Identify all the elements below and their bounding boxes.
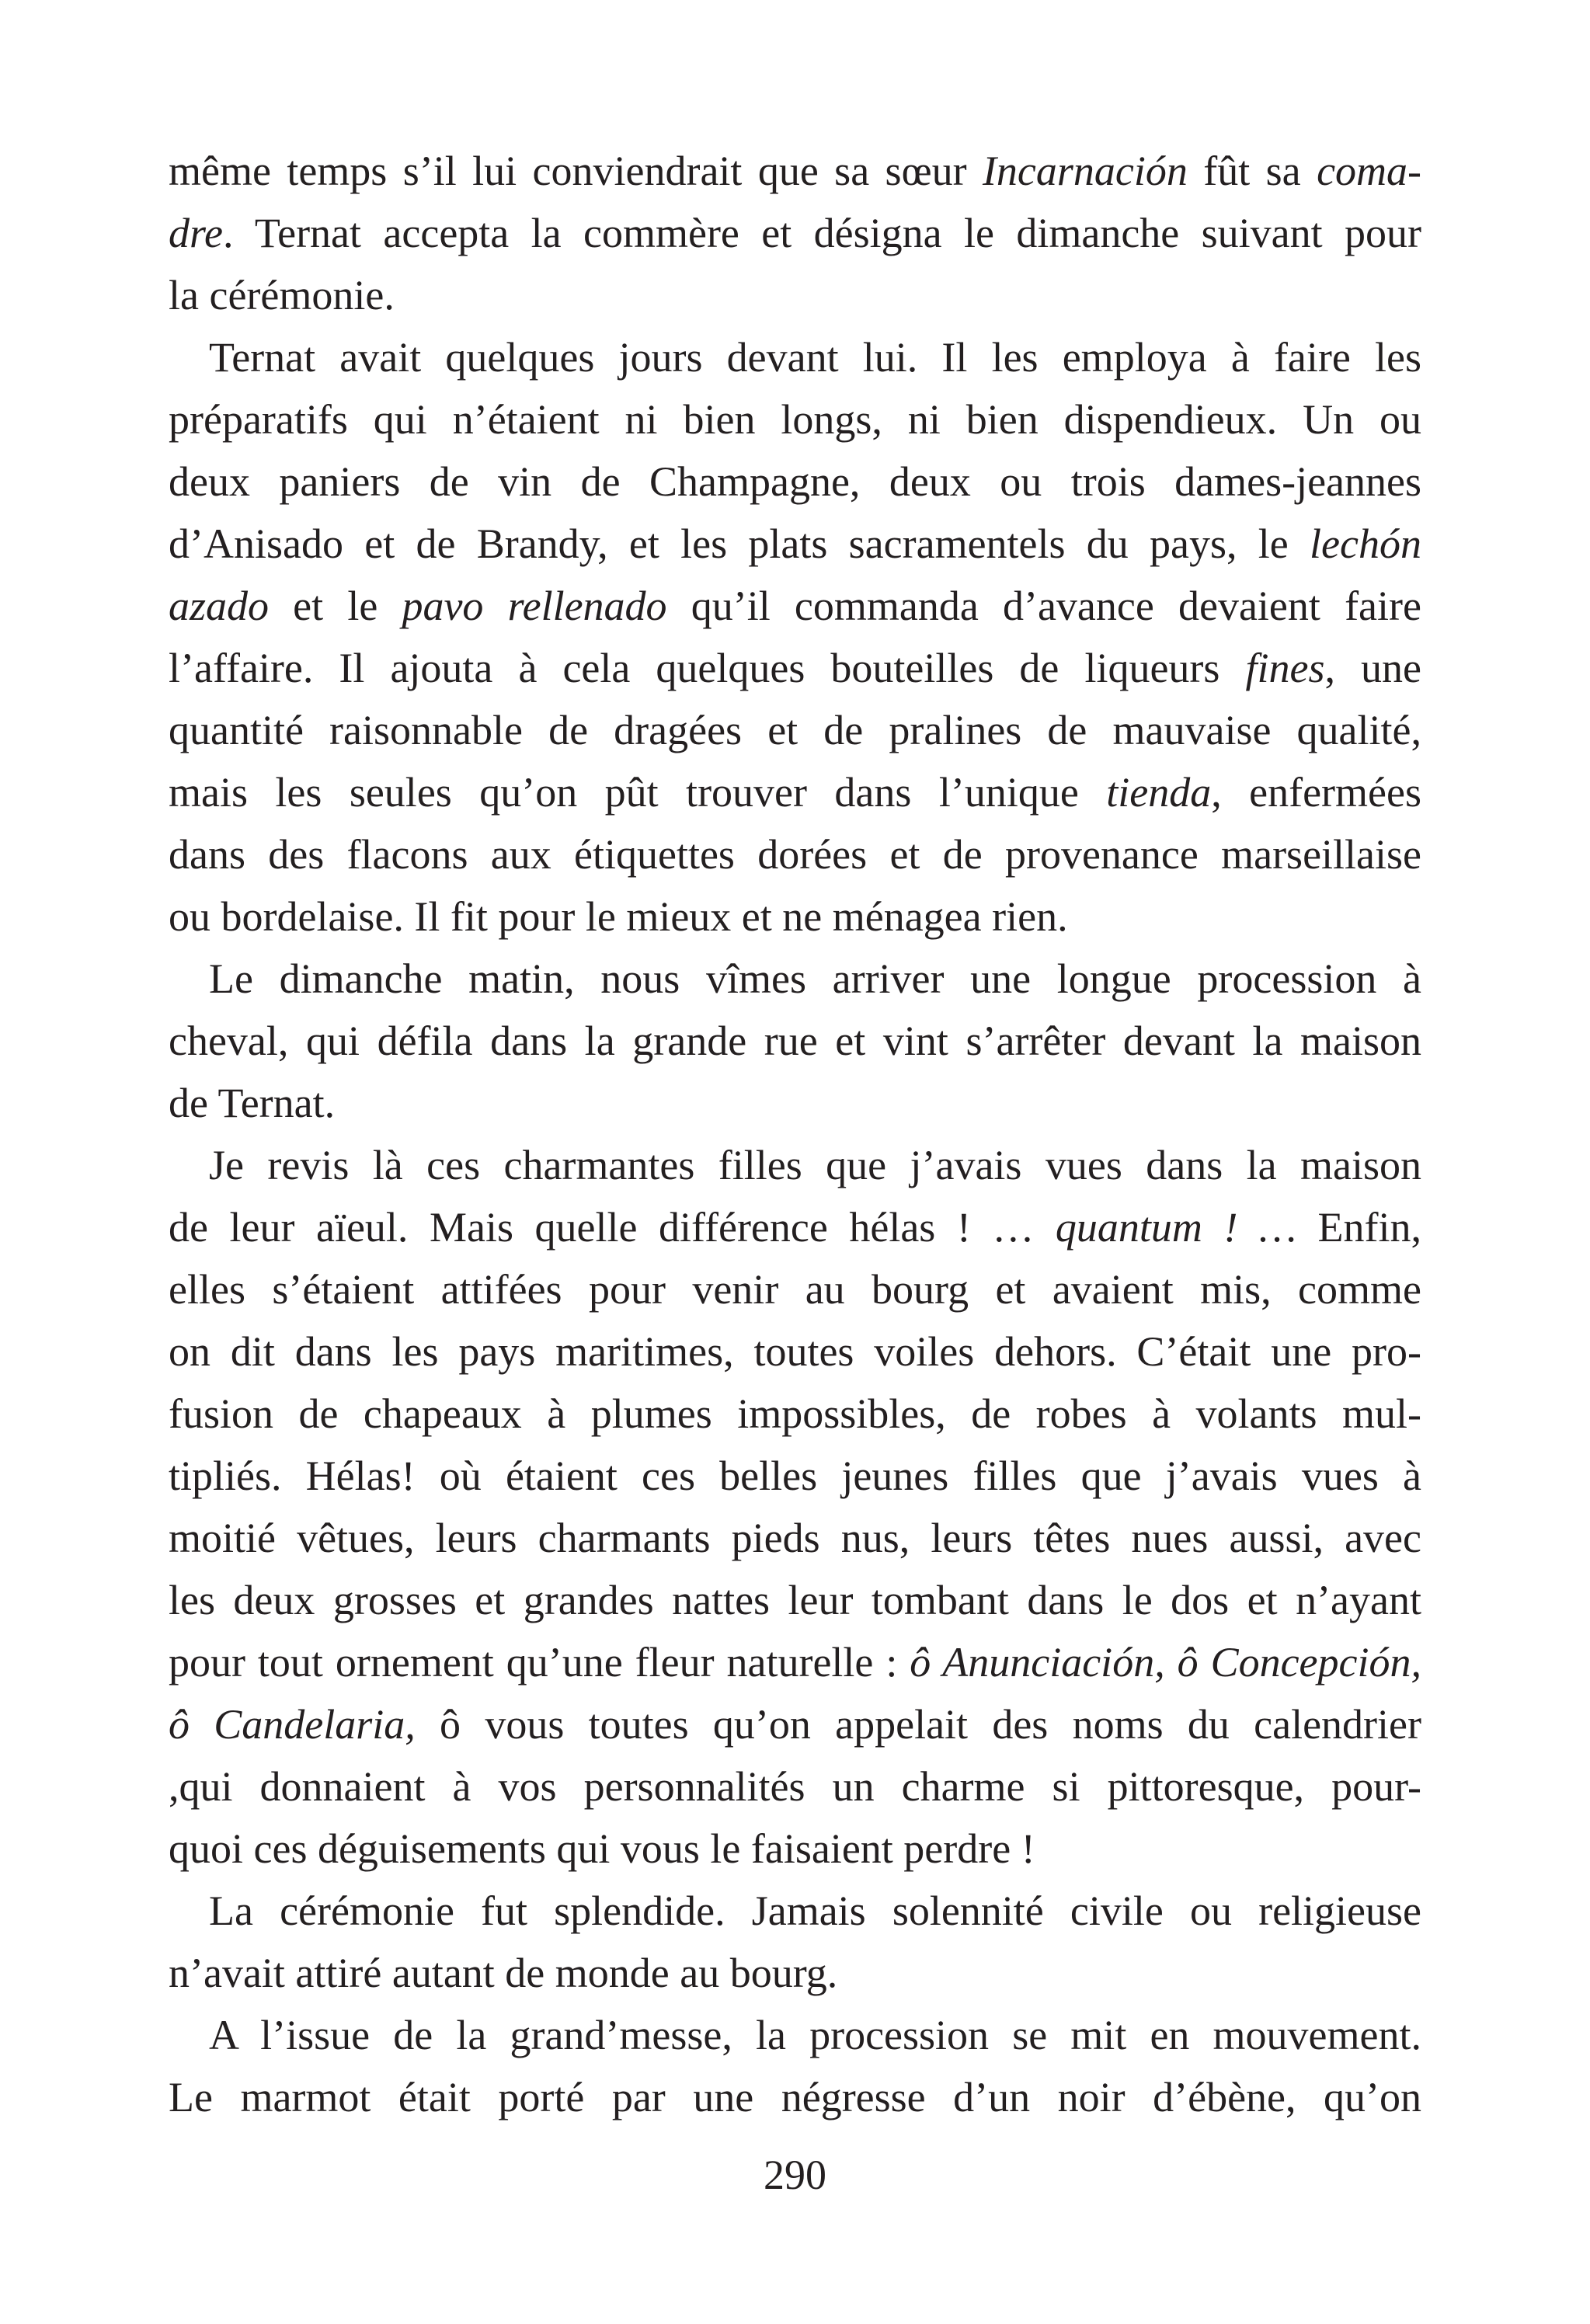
text-span: n’avait attiré autant de monde au bourg. — [169, 1950, 838, 1996]
text-span: . Ternat accepta la commère et désigna le dimanche suivant pour — [222, 210, 1421, 256]
text-line — [169, 1569, 1421, 1631]
text-span: l’affaire. Il ajouta à cela quelques bouteilles de liqueurs — [169, 645, 1246, 691]
text-span: d’Anisado et de Brandy, et les plats sacramentels du pays, le — [169, 520, 1310, 567]
text-line — [169, 264, 1421, 326]
text-line — [169, 1755, 1421, 1818]
text-line — [169, 2004, 1421, 2066]
text-span: La cérémonie fut splendide. Jamais solennité civile ou religieuse — [209, 1887, 1421, 1934]
text-line — [169, 1196, 1421, 1258]
text-line — [169, 1445, 1421, 1507]
text-line — [169, 1134, 1421, 1196]
text-span: quoi ces déguisements qui vous le faisaient perdre ! — [169, 1825, 1035, 1872]
text-line — [169, 1258, 1421, 1320]
text-span: les deux grosses et grandes nattes leur tombant dans le dos et n’ayant — [169, 1577, 1421, 1623]
text-line — [169, 1320, 1421, 1383]
text-line — [169, 388, 1421, 451]
text-line — [169, 513, 1421, 575]
text-span: fût sa — [1187, 148, 1317, 194]
text-line — [169, 885, 1421, 948]
text-line — [169, 1818, 1421, 1880]
italic-term: quantum ! … — [1055, 1204, 1296, 1251]
text-line — [169, 326, 1421, 388]
italic-term: tienda — [1106, 769, 1212, 816]
text-span: on dit dans les pays maritimes, toutes voiles dehors. C’était une pro- — [169, 1328, 1421, 1375]
text-line — [169, 948, 1421, 1010]
text-span: fusion de chapeaux à plumes impossibles, de robes à volants mul- — [169, 1390, 1421, 1437]
text-line — [169, 451, 1421, 513]
text-span: ô vous toutes qu’on appelait des noms du calendrier — [415, 1701, 1421, 1748]
text-span: quantité raisonnable de dragées et de pralines de mauvaise qualité, — [169, 707, 1421, 753]
text-span: Le dimanche matin, nous vîmes arriver une longue procession à — [209, 955, 1421, 1002]
italic-term: azado — [169, 583, 270, 629]
page-number: 290 — [764, 2152, 826, 2198]
text-span: cheval, qui défila dans la grande rue et vint s’arrêter devant la maison — [169, 1018, 1421, 1064]
text-line — [169, 575, 1421, 637]
text-span: pour tout ornement qu’une fleur naturelle : — [169, 1639, 910, 1686]
text-span: dans des flacons aux étiquettes dorées et de provenance marseillaise — [169, 831, 1421, 878]
text-line — [169, 1693, 1421, 1755]
text-span: de Ternat. — [169, 1080, 336, 1126]
text-line — [169, 140, 1421, 202]
text-line — [169, 1942, 1421, 2004]
italic-term: ô Candelaria, — [169, 1701, 416, 1748]
text-line — [169, 1880, 1421, 1942]
text-line — [169, 1631, 1421, 1693]
text-span: moitié vêtues, leurs charmants pieds nus, leurs têtes nues aussi, avec — [169, 1515, 1421, 1561]
text-span: la cérémonie. — [169, 272, 395, 318]
text-line — [169, 1507, 1421, 1569]
italic-term: dre — [169, 210, 223, 256]
text-span: préparatifs qui n’étaient ni bien longs, ni bien dispendieux. Un ou — [169, 396, 1421, 443]
text-span: et le — [269, 583, 402, 629]
italic-term: Incarnación — [982, 148, 1188, 194]
text-line — [169, 1010, 1421, 1072]
text-span: même temps s’il lui conviendrait que sa sœur — [169, 148, 983, 194]
text-line — [169, 637, 1421, 699]
text-line — [169, 1072, 1421, 1134]
italic-term: pavo rellenado — [402, 583, 667, 629]
italic-term: ô Anunciación, ô Concepción, — [910, 1639, 1421, 1686]
text-span: mais les seules qu’on pût trouver dans l’unique — [169, 769, 1107, 816]
text-span: ,qui donnaient à vos personnalités un charme si pittoresque, pour- — [169, 1763, 1421, 1810]
text-span: Enfin, — [1296, 1204, 1421, 1251]
body-text — [169, 140, 1421, 2128]
text-span: Le marmot était porté par une négresse d’un noir d’ébène, qu’on — [169, 2074, 1421, 2120]
italic-term: fines — [1245, 645, 1325, 691]
italic-term: lechón — [1310, 520, 1421, 567]
text-span: deux paniers de vin de Champagne, deux ou trois dames-jeannes — [169, 458, 1421, 505]
text-line — [169, 699, 1421, 761]
text-line — [169, 2066, 1421, 2128]
text-span: Je revis là ces charmantes filles que j’avais vues dans la maison — [209, 1142, 1421, 1188]
italic-term: coma- — [1317, 148, 1422, 194]
text-span: , une — [1324, 645, 1421, 691]
text-line — [169, 761, 1421, 823]
text-line — [169, 202, 1421, 264]
text-span: de leur aïeul. Mais quelle différence hélas ! … — [169, 1204, 1056, 1251]
text-span: tipliés. Hélas! où étaient ces belles jeunes filles que j’avais vues à — [169, 1452, 1421, 1499]
text-span: Ternat avait quelques jours devant lui. Il les employa à faire les — [209, 334, 1421, 381]
text-line — [169, 823, 1421, 885]
text-line — [169, 1383, 1421, 1445]
text-span: A l’issue de la grand’messe, la procession se mit en mouvement. — [209, 2012, 1421, 2058]
text-span: qu’il commanda d’avance devaient faire — [666, 583, 1421, 629]
text-span: ou bordelaise. Il fit pour le mieux et ne ménagea rien. — [169, 893, 1068, 940]
text-span: , enfermées — [1211, 769, 1421, 816]
text-span: elles s’étaient attifées pour venir au bourg et avaient mis, comme — [169, 1266, 1421, 1313]
